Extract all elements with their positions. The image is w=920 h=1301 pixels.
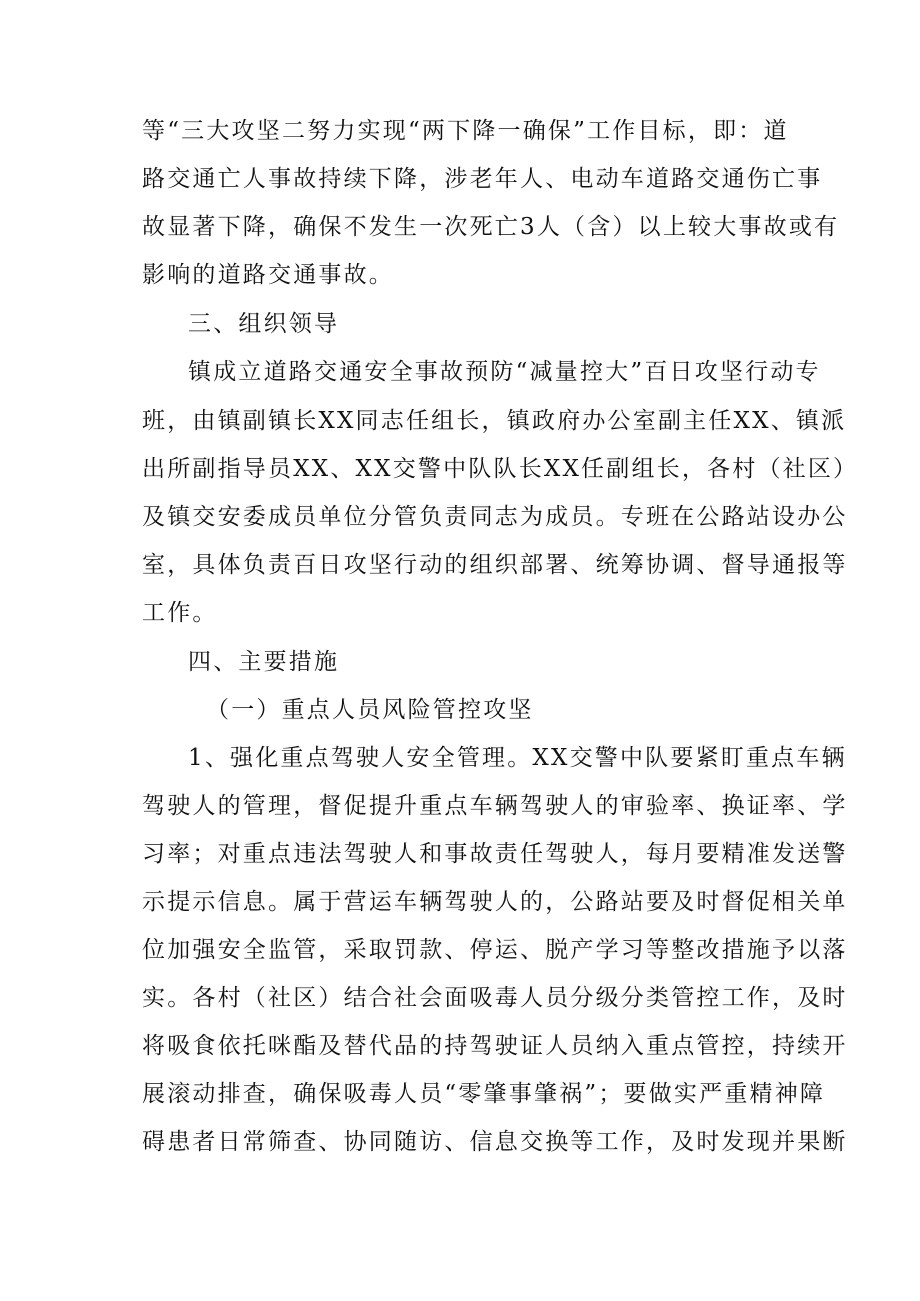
section-heading-organization: 三、组织领导	[188, 311, 340, 337]
text-line-7: 班，由镇副镇长XX同志任组长，镇政府办公室副主任XX、镇派	[142, 408, 847, 434]
text-line-20: 将吸食依托咪酯及替代品的持驾驶证人员纳入重点管控，持续开	[142, 1033, 848, 1059]
text-line-4: 影响的道路交通事故。	[142, 262, 394, 288]
text-line-16: 习率；对重点违法驾驶人和事故责任驾驶人，每月要精准发送警	[142, 841, 848, 867]
text-line-21: 展滚动排查，确保吸毒人员“零肇事肇祸”；要做实严重精神障	[142, 1081, 826, 1107]
text-line-1: 等“三大攻坚二努力实现“两下降一确保”工作目标，即：道	[142, 118, 789, 144]
text-line-22: 碍患者日常筛查、协同随访、信息交换等工作，及时发现并果断	[142, 1129, 848, 1155]
text-line-6: 镇成立道路交通安全事故预防“减量控大”百日攻坚行动专	[188, 359, 821, 385]
text-line-19: 实。各村（社区）结合社会面吸毒人员分级分类管控工作，及时	[142, 985, 848, 1011]
text-line-9: 及镇交安委成员单位分管负责同志为成员。专班在公路站设办公	[142, 504, 848, 530]
text-line-18: 位加强安全监管，采取罚款、停运、脱产学习等整改措施予以落	[142, 937, 848, 963]
text-line-3: 故显著下降，确保不发生一次死亡3人（含）以上较大事故或有	[142, 214, 840, 240]
text-line-17: 示提示信息。属于营运车辆驾驶人的，公路站要及时督促相关单	[142, 889, 848, 915]
section-heading-measures: 四、主要措施	[188, 649, 340, 675]
subsection-heading-key-personnel: （一）重点人员风险管控攻坚	[206, 697, 534, 723]
text-line-8: 出所副指导员XX、XX交警中队队长XX任副组长，各村（社区）	[142, 456, 859, 482]
text-line-2: 路交通亡人事故持续下降，涉老年人、电动车道路交通伤亡事	[142, 166, 823, 192]
text-line-11: 工作。	[142, 600, 218, 626]
text-line-10: 室，具体负责百日攻坚行动的组织部署、统筹协调、督导通报等	[142, 552, 848, 578]
text-line-14: 1、强化重点驾驶人安全管理。XX交警中队要紧盯重点车辆	[188, 745, 847, 771]
text-line-15: 驾驶人的管理，督促提升重点车辆驾驶人的审验率、换证率、学	[142, 793, 848, 819]
